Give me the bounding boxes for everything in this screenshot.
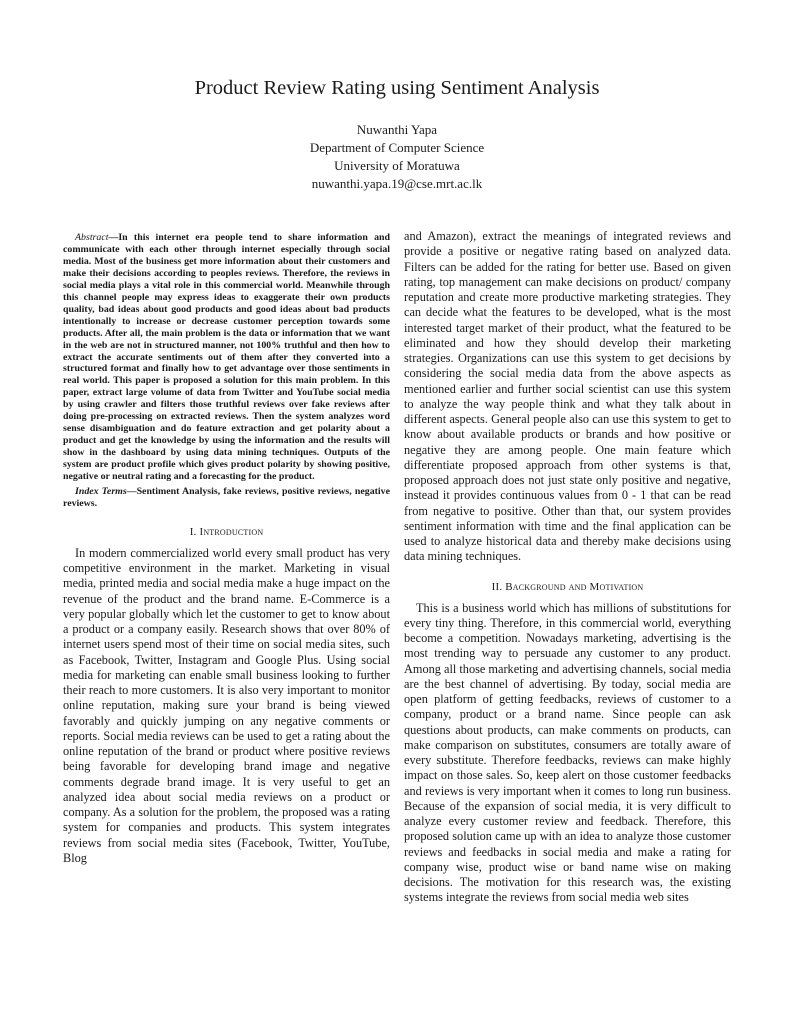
author-block — [0, 121, 794, 193]
section-title: Introduction — [199, 525, 264, 538]
background-paragraph: This is a business world which has millions of substitutions for every tiny thing. Therefore, in this commercial world, everything become a competition. Nowadays marketing, advertising is the most trending way to persuade any customer to any product. Among all those marketing and advertising channels, social media are the best channel of advertising. By today, social media are open platform of getting feedbacks, reviews of customer to a company, product or a brand name. Since people can ask questions about products, can make comments on products, can make comparison on substitutes, consumers are totally aware of every substitute. Therefore feedbacks, reviews can make highly impact on those sales. So, keep alert on those customer feedbacks and reviews is very important when it comes to long run business. Because of the expansion of social media, it is very difficult to analyze every customer review and feedback. Therefore, this proposed solution came up with an idea to analyze those customer reviews and feedbacks in social media and make a rating for company wise, product wise or band name wise on making decisions. The motivation for this research was, the existing systems integrate the reviews from social media web sites — [404, 600, 731, 905]
abstract-text: —In this internet era people tend to share information and communicate with each other through internet especially through social media. Most of the business get more information about their customers and make their decisions according to peoples reviews. Therefore, the reviews in social media plays a vital role in this commercial world. Meanwhile through this channel people may express ideas to exaggerate their own products quality, bad ideas about good products and good ideas about bad products intentionally to increase or decrease customer perception towards some products. After all, the main problem is the data or information that we want in the web are not in structured manner, not 100% truthful and then how to extract the accurate sentiments out of them after they converted into a structured format and finally how to get advantage over those sentiments in real world. This paper is proposed a solution for this main problem. In this paper, extract large volume of data from Twitter and YouTube social media by using crawler and filters those truthful reviews over fake reviews after doing pre-processing on extracted reviews. Then the system analyzes word sense disambiguation and do feature extraction and get polarity about a product and get the knowledge by using the information and the results will show in the dashboard by using data mining techniques. Outputs of the system are product profile which gives product polarity by showing positive, negative or neutral rating and a forecasting for the product. — [63, 232, 390, 483]
author-university: University of Moratuwa — [334, 158, 460, 173]
index-terms-text: —Sentiment Analysis, fake reviews, positive reviews, negative reviews. — [63, 486, 390, 509]
section-title: Background and Motivation — [505, 580, 644, 593]
introduction-continuation: and Amazon), extract the meanings of integrated reviews and provide a positive or negative rating based on analyzed data. Filters can be added for the rating for better use. Based on given rating, top management can make decisions on product/ company reputation and create more productive marketing strategies. They can decide what the features to be developed, what is the most interested target market of their product, what the featured to be eliminated and how they should develop their marketing strategies. Organizations can use this system to get decisions by considering the social media data from the above aspects as mentioned earlier and further social scientist can use this system to analyze the way people think and what they talk about in different aspects. General people also can use this system to get to know about available products or brands and how positive or negative they are among people. One main feature which differentiate proposed approach from other systems is that, proposed approach does not just state only positive and negative, instead it provides continuous values from 0 - 1 that can be read from negative to positive. Other than that, our system provides sentiment information with time and the final application can be used to analyze historical data and thereby make decisions using data mining techniques. — [404, 229, 731, 564]
left-column — [63, 229, 390, 866]
section-heading-introduction — [63, 525, 390, 539]
introduction-paragraph: In modern commercialized world every small product has very competitive environment in the market. Marketing in visual media, printed media and social media make a huge impact on the revenue of the product and the brand name. E-Commerce is a very popular globally which let the customer to get to know about a product or a company easily. Research shows that over 80% of internet users spend most of their time on social media sites, such as Facebook, Twitter, Instagram and Google Plus. Using social media for marketing can enable small business looking to further their reach to more customers. It is also very important to monitor online reputation, making sure your brand is being viewed favorably and quickly jumping on any negative comments or reports. Social media reviews can be used to get a rating about the online reputation of the brand or product where positive reviews being favorable for developing brand image and negative comments degrade brand image. It is very useful to get an analyzed idea about social media reviews on a product or company. As a solution for the problem, the proposed was a rating system for companies and products. This system integrates reviews from social media sites (Facebook, Twitter, YouTube, Blog — [63, 545, 390, 865]
paper-title: Product Review Rating using Sentiment Analysis — [194, 77, 600, 99]
index-terms — [63, 486, 390, 510]
right-column — [404, 229, 731, 906]
abstract — [63, 232, 390, 483]
author-name: Nuwanthi Yapa — [356, 122, 438, 137]
section-number: II. — [491, 580, 503, 593]
author-department: Department of Computer Science — [309, 140, 485, 155]
index-terms-label: Index Terms — [75, 486, 127, 498]
author-email: nuwanthi.yapa.19@cse.mrt.ac.lk — [311, 176, 483, 191]
abstract-label: Abstract — [75, 232, 109, 243]
section-number: I. — [189, 525, 197, 538]
section-heading-background — [404, 580, 731, 594]
